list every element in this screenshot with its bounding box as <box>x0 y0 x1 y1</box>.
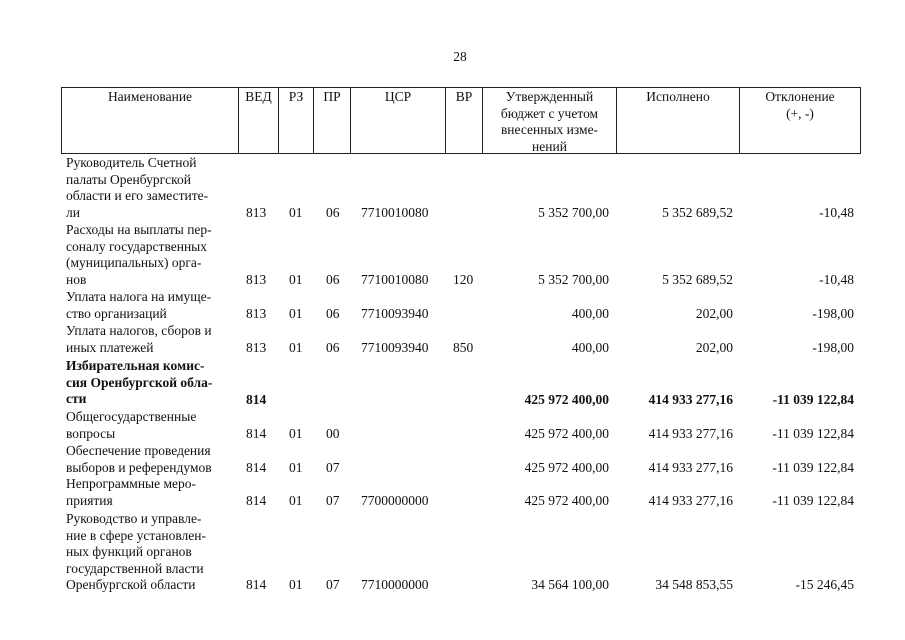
row-csr: 7710093940 <box>361 305 429 321</box>
table-row <box>0 323 905 356</box>
row-ved: 813 <box>246 339 267 355</box>
row-executed: 414 933 277,16 <box>648 425 733 441</box>
header-rz: РЗ <box>288 89 304 104</box>
row-name: Руководство и управле- ние в сфере установлен- ных функций органов государственной власти Оренбургской области <box>66 511 206 592</box>
row-pr: 06 <box>326 305 340 321</box>
header-csr: ЦСР <box>384 89 412 104</box>
row-csr: 7710010080 <box>361 271 429 287</box>
row-deviation: -11 039 122,84 <box>772 492 854 508</box>
row-deviation: -15 246,45 <box>795 576 854 592</box>
row-deviation: -198,00 <box>812 339 854 355</box>
row-rz: 01 <box>289 204 303 220</box>
row-executed: 34 548 853,55 <box>655 576 733 592</box>
header-name: Наименование <box>107 89 193 104</box>
table-row <box>0 476 905 509</box>
table-row <box>0 511 905 593</box>
row-ved: 814 <box>246 459 267 475</box>
row-budget: 425 972 400,00 <box>524 391 609 407</box>
row-executed: 5 352 689,52 <box>662 204 733 220</box>
header-executed: Исполнено <box>646 89 710 104</box>
row-deviation: -198,00 <box>812 305 854 321</box>
row-deviation: -10,48 <box>819 204 854 220</box>
row-rz: 01 <box>289 576 303 592</box>
header-ved: ВЕД <box>245 89 272 104</box>
row-name: Уплата налогов, сборов и иных платежей <box>66 323 212 355</box>
row-pr: 06 <box>326 204 340 220</box>
row-ved: 813 <box>246 271 267 287</box>
row-ved: 814 <box>246 425 267 441</box>
table-header <box>61 87 861 154</box>
row-budget: 400,00 <box>571 305 609 321</box>
row-vr: 120 <box>453 271 474 287</box>
table-row <box>0 222 905 288</box>
row-vr: 850 <box>453 339 474 355</box>
row-executed: 202,00 <box>695 305 733 321</box>
header-vr: ВР <box>455 89 473 104</box>
row-deviation: -11 039 122,84 <box>772 391 854 407</box>
table-row-section <box>0 358 905 408</box>
row-name: Уплата налога на имуще- ство организаций <box>66 289 212 321</box>
row-ved: 814 <box>246 576 267 592</box>
row-name: Общегосударственные вопросы <box>66 409 197 441</box>
table-row <box>0 443 905 476</box>
row-executed: 414 933 277,16 <box>648 391 733 407</box>
row-deviation: -11 039 122,84 <box>772 459 854 475</box>
row-budget: 34 564 100,00 <box>531 576 609 592</box>
header-budget: Утвержденный бюджет с учетом внесенных изме- нений <box>500 89 599 154</box>
table-row <box>0 409 905 442</box>
row-executed: 414 933 277,16 <box>648 492 733 508</box>
row-deviation: -11 039 122,84 <box>772 425 854 441</box>
row-pr: 07 <box>326 576 340 592</box>
row-name: Руководитель Счетной палаты Оренбургской области и его заместите- ли <box>66 155 209 220</box>
row-rz: 01 <box>289 492 303 508</box>
row-budget: 400,00 <box>571 339 609 355</box>
row-executed: 202,00 <box>695 339 733 355</box>
row-pr: 07 <box>326 492 340 508</box>
row-pr: 00 <box>326 425 340 441</box>
row-name: Обеспечение проведения выборов и референдумов <box>66 443 212 475</box>
row-csr: 7710010080 <box>361 204 429 220</box>
table-row <box>0 289 905 322</box>
row-budget: 5 352 700,00 <box>538 271 609 287</box>
row-csr: 7710093940 <box>361 339 429 355</box>
row-budget: 425 972 400,00 <box>524 425 609 441</box>
row-name: Расходы на выплаты пер- соналу государственных (муниципальных) орга- нов <box>66 222 212 287</box>
row-budget: 425 972 400,00 <box>524 492 609 508</box>
row-ved: 814 <box>246 492 267 508</box>
row-executed: 5 352 689,52 <box>662 271 733 287</box>
row-ved: 813 <box>246 204 267 220</box>
row-budget: 5 352 700,00 <box>538 204 609 220</box>
row-executed: 414 933 277,16 <box>648 459 733 475</box>
row-rz: 01 <box>289 305 303 321</box>
header-pr: ПР <box>323 89 341 104</box>
row-csr: 7700000000 <box>361 492 429 508</box>
row-rz: 01 <box>289 339 303 355</box>
row-name: Непрограммные меро- приятия <box>66 476 197 508</box>
row-pr: 06 <box>326 339 340 355</box>
row-rz: 01 <box>289 271 303 287</box>
row-pr: 07 <box>326 459 340 475</box>
row-rz: 01 <box>289 459 303 475</box>
row-deviation: -10,48 <box>819 271 854 287</box>
page-number: 28 <box>453 49 467 64</box>
header-deviation: Отклонение (+, -) <box>765 89 835 121</box>
row-rz: 01 <box>289 425 303 441</box>
row-name: Избирательная комис- сия Оренбургской обла- сти <box>66 358 213 406</box>
row-ved: 813 <box>246 305 267 321</box>
row-ved: 814 <box>246 391 267 407</box>
table-row <box>0 155 905 221</box>
row-csr: 7710000000 <box>361 576 429 592</box>
row-pr: 06 <box>326 271 340 287</box>
row-budget: 425 972 400,00 <box>524 459 609 475</box>
